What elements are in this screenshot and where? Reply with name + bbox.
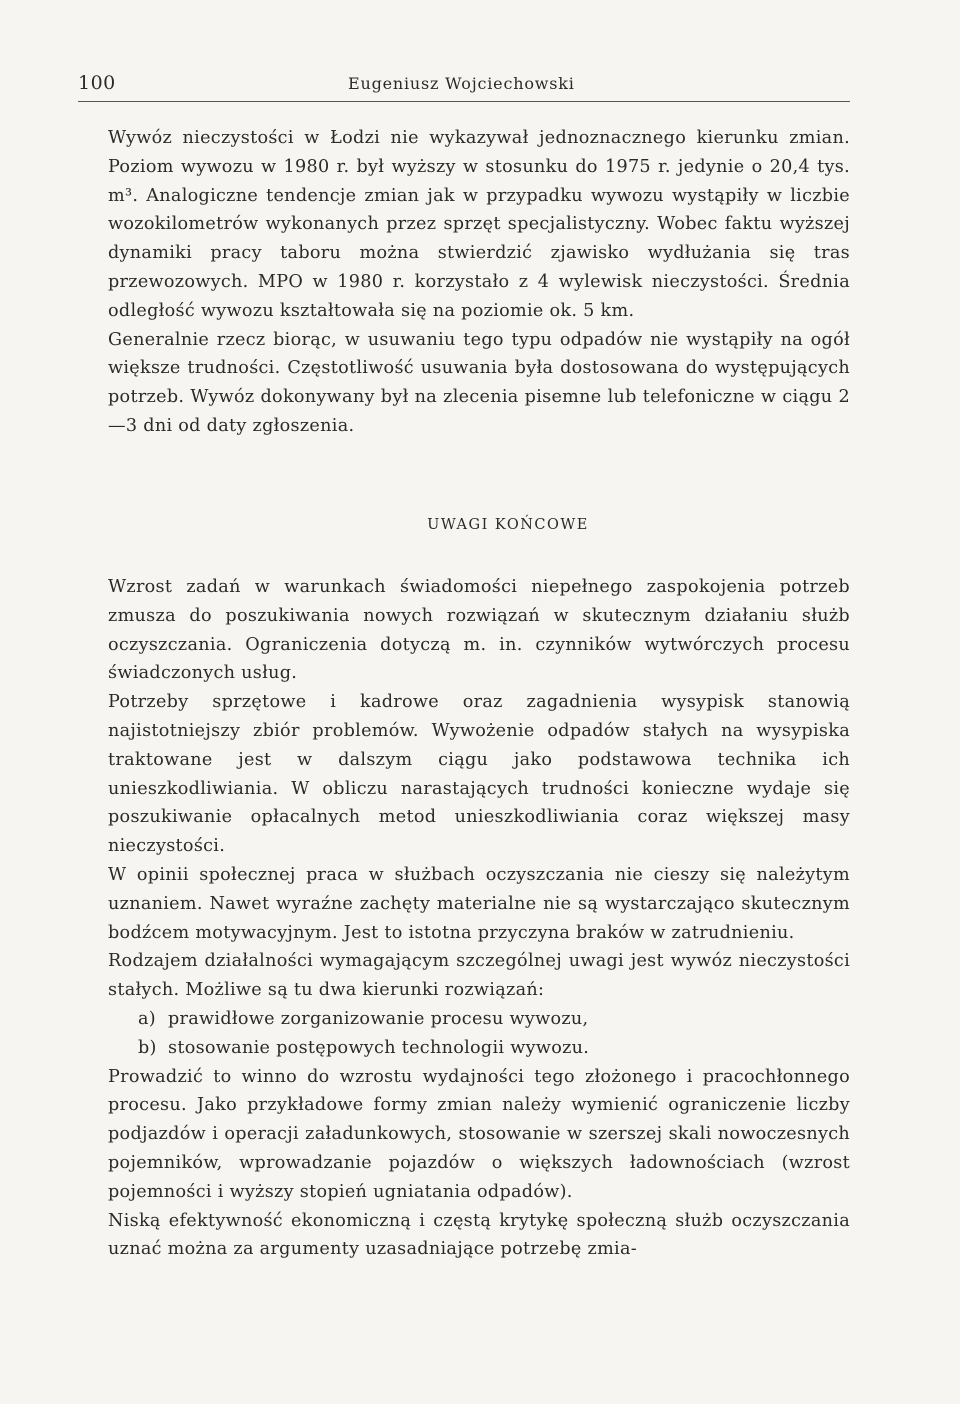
- page-header: [78, 72, 848, 98]
- list-item-text: prawidłowe zorganizowanie procesu wywozu,: [168, 1008, 589, 1029]
- list-item-text: stosowanie postępowych technologii wywozu.: [168, 1037, 590, 1058]
- list-item: [108, 1005, 850, 1034]
- page-number: 100: [78, 72, 116, 94]
- header-rule: [78, 101, 850, 102]
- paragraph: Rodzajem działalności wymagającym szczególnej uwagi jest wywóz nieczystości stałych. Możliwe są tu dwa kierunki rozwiązań:: [108, 951, 850, 1001]
- text-block-transport: [108, 124, 850, 441]
- list-marker: a): [138, 1008, 156, 1029]
- list-marker: b): [138, 1037, 157, 1058]
- paragraph: Wywóz nieczystości w Łodzi nie wykazywał jednoznacznego kierunku zmian. Poziom wywozu w 1980 r. był wyższy w stosunku do 1975 r. jedynie o 20,4 tys. m³. Analogiczne tendencje zmian jak w przypadku wywozu wystąpiły w liczbie wozokilometrów wykonanych przez sprzęt specjalistyczny. Wobec faktu wyższej dynamiki pracy taboru można stwierdzić zjawisko wydłużania się tras przewozowych. MPO w 1980 r. korzystało z 4 wylewisk nieczystości. Średnia odległość wywozu kształtowała się na poziomie ok. 5 km.: [108, 128, 850, 321]
- list-item: [108, 1034, 850, 1063]
- paragraph: Potrzeby sprzętowe i kadrowe oraz zagadnienia wysypisk stanowią najistotniejszy zbiór problemów. Wywożenie odpadów stałych na wysypiska traktowane jest w dalszym ciągu jako podstawowa technika ich unieszkodliwiania. W obliczu narastających trudności konieczne wydaje się poszukiwanie opłacalnych metod unieszkodliwiania coraz większej masy nieczystości.: [108, 692, 850, 857]
- text-block-conclusions: [108, 573, 850, 1264]
- paragraph: Wzrost zadań w warunkach świadomości niepełnego zaspokojenia potrzeb zmusza do poszukiwania nowych rozwiązań w skutecznym działaniu służb oczyszczania. Ograniczenia dotyczą m. in. czynników wytwórczych procesu świadczonych usług.: [108, 577, 850, 684]
- paragraph: Niską efektywność ekonomiczną i częstą krytykę społeczną służb oczyszczania uznać można za argumenty uzasadniające potrzebę zmia-: [108, 1210, 850, 1260]
- running-head-author: Eugeniusz Wojciechowski: [348, 74, 575, 93]
- paragraph: Prowadzić to winno do wzrostu wydajności tego złożonego i pracochłonnego procesu. Jako przykładowe formy zmian należy wymienić ograniczenie liczby podjazdów i operacji załadunkowych, stosowanie w szerszej skali nowoczesnych pojemników, wprowadzanie pojazdów o większych ładownościach (wzrost pojemności i wyższy stopień ugniatania odpadów).: [108, 1066, 850, 1202]
- section-heading: UWAGI KOŃCOWE: [427, 517, 589, 533]
- paragraph: Generalnie rzecz biorąc, w usuwaniu tego typu odpadów nie wystąpiły na ogół większe trudności. Częstotliwość usuwania była dostosowana do występujących potrzeb. Wywóz dokonywany był na zlecenia pisemne lub telefoniczne w ciągu 2—3 dni od daty zgłoszenia.: [108, 329, 850, 436]
- paragraph: W opinii społecznej praca w służbach oczyszczania nie cieszy się należytym uznaniem. Nawet wyraźne zachęty materialne nie są wystarczająco skutecznym bodźcem motywacyjnym. Jest to istotna przyczyna braków w zatrudnieniu.: [108, 864, 850, 943]
